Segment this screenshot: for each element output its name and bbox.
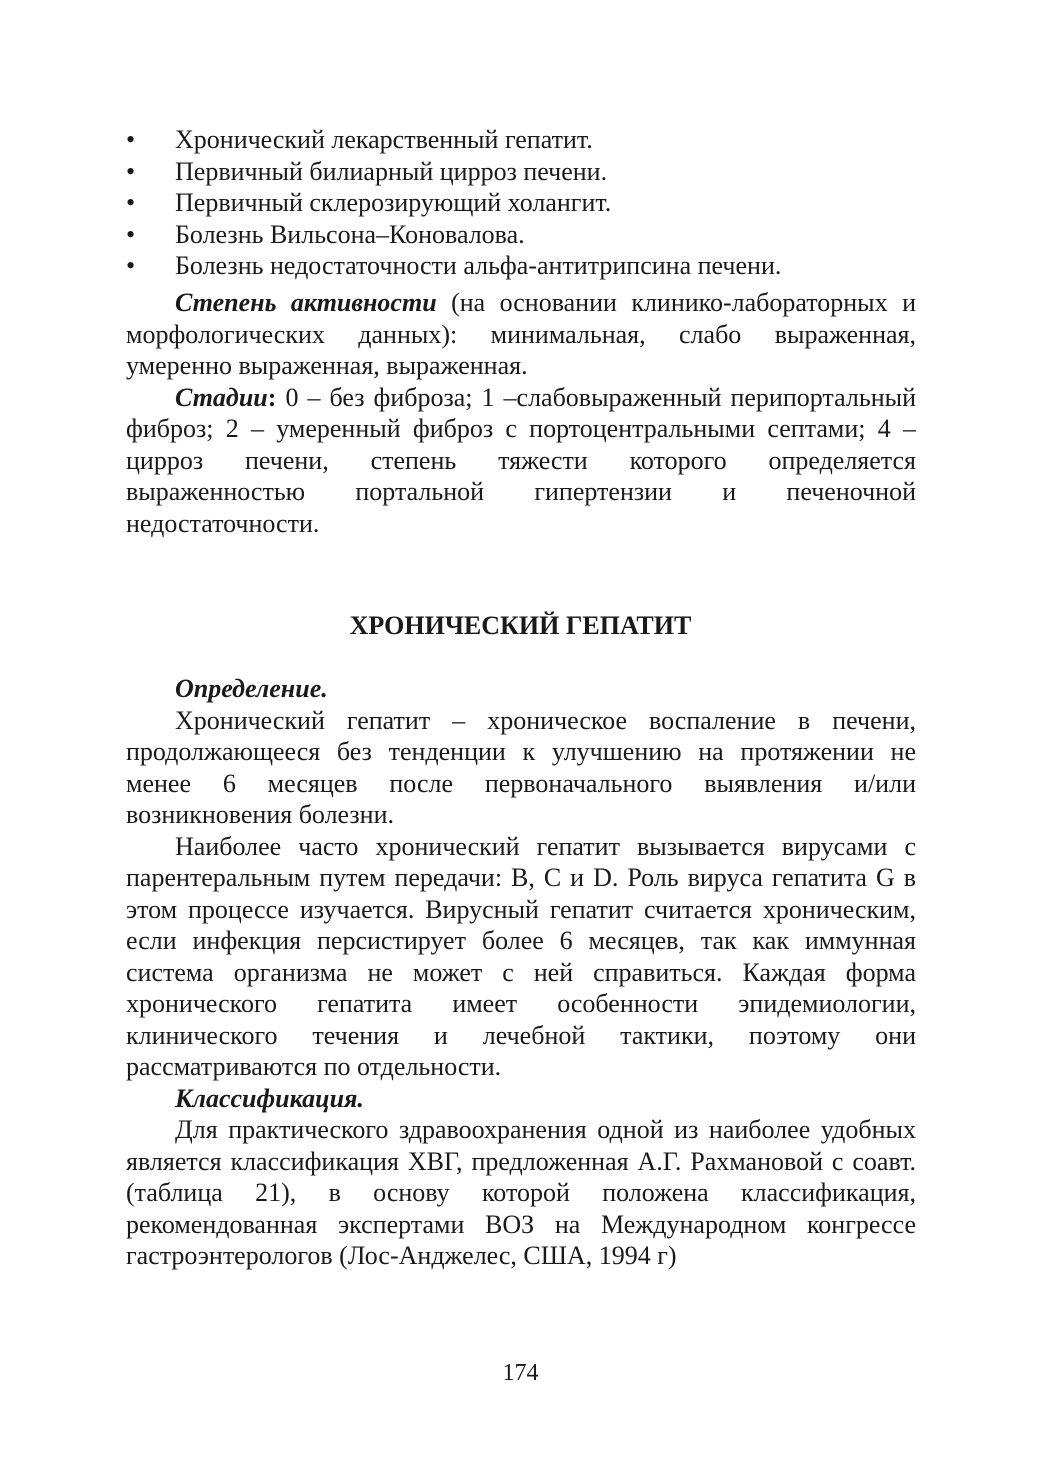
list-item-text: Первичный билиарный цирроз печени. [175,156,608,186]
activity-and-stages [126,287,916,539]
stages-colon: : [267,382,277,412]
stages-label: Стадии [175,382,268,412]
stages-paragraph [126,382,916,540]
page-number: 174 [502,1360,539,1386]
classification-paragraph: Для практического здравоохранения одной из наиболее удобных является классификация ХВГ, предложенная А.Г. Рахмановой с соавт. (таблица 21), в основу которой положена классификация, рекомендованная экспертами ВОЗ на Международном конгрессе гастроэнтерологов (Лос-Анджелес, США, 1994 г) [126,1115,916,1270]
definition-heading: Определение. [175,674,328,703]
list-item-text: Хронический лекарственный гепатит. [175,125,593,154]
bullet-icon: • [126,125,136,154]
section-body [126,673,916,1272]
bullet-icon: • [126,188,136,217]
section-title: ХРОНИЧЕСКИЙ ГЕПАТИТ [349,611,692,640]
stages-text: 0 – без фиброза; 1 –слабовыраженный перипортальный фиброз; 2 – умеренный фиброз с портоцентральными септами; 4 – цирроз печени, степень тяжести которого определяется выраженностью портальной гипертензии и печеночной недостаточности. [126,382,916,538]
viruses-paragraph: Наиболее часто хронический гепатит вызывается вирусами с парентеральным путем передачи: B, C и D. Роль вируса гепатита G в этом процессе изучается. Вирусный гепатит считается хроническим, если инфекция персистирует более 6 месяцев, так как иммунная система организма не может с ней справиться. Каждая форма хронического гепатита имеет особенности эпидемиологии, клинического течения и лечебной тактики, поэтому они рассматриваются по отдельности. [126,831,916,1081]
bullet-icon: • [126,251,136,280]
bullet-list [126,124,916,282]
list-item [126,187,916,219]
definition-paragraph: Хронический гепатит – хроническое воспаление в печени, продолжающееся без тенденции к улучшению на протяжении не менее 6 месяцев после первоначального выявления и/или возникновения болезни. [126,705,916,829]
list-item [126,250,916,282]
list-item [126,219,916,251]
list-item-text: Первичный склерозирующий холангит. [175,188,612,217]
list-item [126,124,916,156]
classification-heading: Классификация. [175,1083,364,1113]
list-item-text: Болезнь недостаточности альфа-антитрипсина печени. [175,251,782,280]
activity-label: Степень активности [175,288,437,317]
bullet-icon: • [126,219,136,249]
list-item [126,156,916,188]
activity-text: (на основании клинико-лабораторных и морфологических данных): минимальная, слабо выраженная, умеренно выраженная, выраженная. [126,288,916,380]
activity-paragraph [126,287,916,382]
list-item-text: Болезнь Вильсона–Коновалова. [175,219,525,249]
bullet-icon: • [126,156,136,186]
